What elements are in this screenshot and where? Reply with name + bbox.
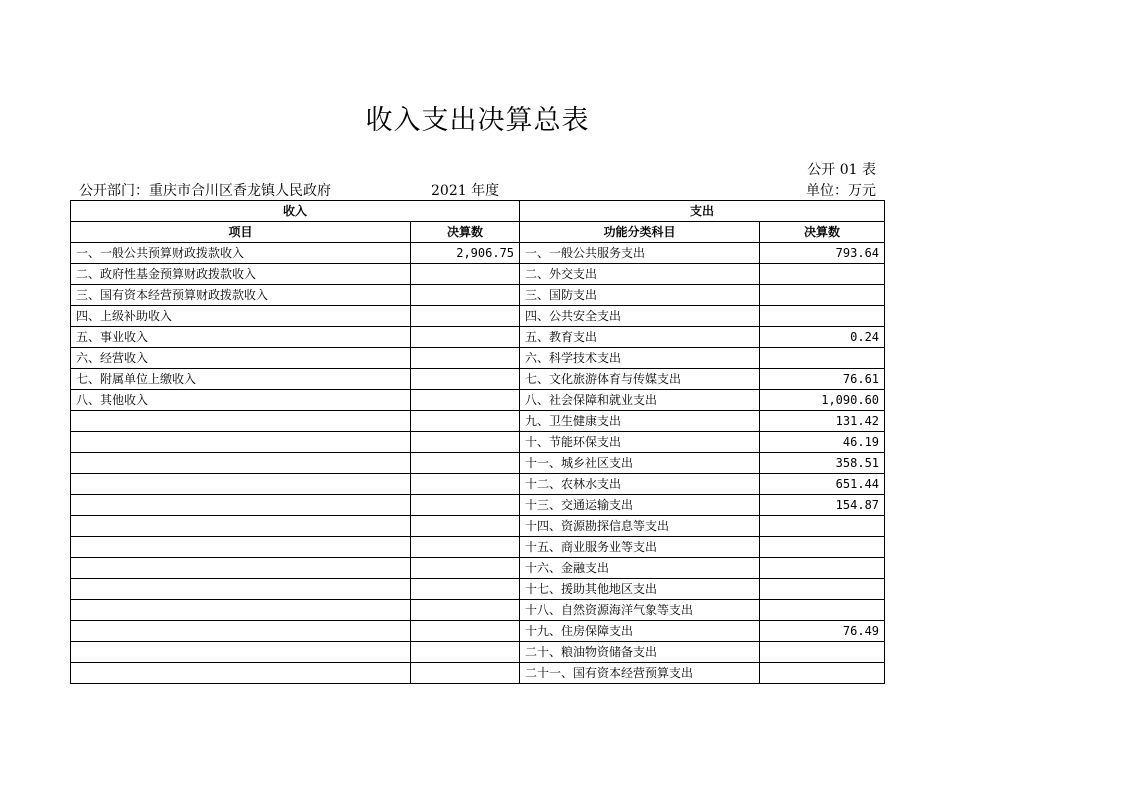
- income-item-cell: [71, 537, 411, 558]
- income-section-header: 收入: [71, 201, 520, 222]
- income-item-cell: [71, 474, 411, 495]
- expense-item-cell: 十、节能环保支出: [520, 432, 760, 453]
- income-item-cell: [71, 453, 411, 474]
- expense-amount-cell: 46.19: [760, 432, 885, 453]
- table-column-header-row: [71, 222, 885, 243]
- expense-amount-cell: [760, 663, 885, 684]
- income-amount-cell: [411, 537, 520, 558]
- income-item-cell: [71, 579, 411, 600]
- expense-item-cell: 二十、粮油物资储备支出: [520, 642, 760, 663]
- income-amount-cell: [411, 453, 520, 474]
- income-amount-cell: [411, 558, 520, 579]
- expense-amount-cell: [760, 642, 885, 663]
- table-row: [71, 600, 885, 621]
- income-item-cell: [71, 621, 411, 642]
- unit-label: 单位：万元: [806, 183, 876, 199]
- column-header-item: 项目: [71, 222, 411, 243]
- income-amount-cell: [411, 348, 520, 369]
- income-amount-cell: [411, 663, 520, 684]
- expense-amount-cell: [760, 285, 885, 306]
- income-amount-cell: [411, 369, 520, 390]
- income-item-cell: 八、其他收入: [71, 390, 411, 411]
- table-row: [71, 642, 885, 663]
- expense-amount-cell: 793.64: [760, 243, 885, 264]
- income-amount-cell: [411, 474, 520, 495]
- expense-item-cell: 十八、自然资源海洋气象等支出: [520, 600, 760, 621]
- expense-item-cell: 九、卫生健康支出: [520, 411, 760, 432]
- expense-amount-cell: 76.49: [760, 621, 885, 642]
- table-row: [71, 621, 885, 642]
- income-item-cell: 一、一般公共预算财政拨款收入: [71, 243, 411, 264]
- expense-item-cell: 十七、援助其他地区支出: [520, 579, 760, 600]
- table-row: [71, 579, 885, 600]
- form-number: 公开 01 表: [807, 162, 876, 178]
- expense-amount-cell: [760, 264, 885, 285]
- income-amount-cell: 2,906.75: [411, 243, 520, 264]
- expense-amount-cell: [760, 516, 885, 537]
- table-row: [71, 474, 885, 495]
- income-item-cell: 二、政府性基金预算财政拨款收入: [71, 264, 411, 285]
- income-amount-cell: [411, 285, 520, 306]
- expense-amount-cell: [760, 348, 885, 369]
- budget-summary-table: [70, 200, 885, 684]
- expense-item-cell: 五、教育支出: [520, 327, 760, 348]
- income-amount-cell: [411, 621, 520, 642]
- income-item-cell: 七、附属单位上缴收入: [71, 369, 411, 390]
- table-row: [71, 432, 885, 453]
- income-amount-cell: [411, 327, 520, 348]
- expense-item-cell: 一、一般公共服务支出: [520, 243, 760, 264]
- expense-amount-cell: 0.24: [760, 327, 885, 348]
- income-amount-cell: [411, 495, 520, 516]
- expense-amount-cell: [760, 579, 885, 600]
- income-amount-cell: [411, 411, 520, 432]
- expense-item-cell: 三、国防支出: [520, 285, 760, 306]
- expense-item-cell: 二、外交支出: [520, 264, 760, 285]
- expense-amount-cell: [760, 537, 885, 558]
- income-amount-cell: [411, 642, 520, 663]
- table-body: [71, 243, 885, 684]
- income-item-cell: [71, 495, 411, 516]
- expense-item-cell: 七、文化旅游体育与传媒支出: [520, 369, 760, 390]
- table-row: [71, 390, 885, 411]
- expense-amount-cell: [760, 600, 885, 621]
- expense-amount-cell: 358.51: [760, 453, 885, 474]
- expense-item-cell: 十三、交通运输支出: [520, 495, 760, 516]
- income-item-cell: [71, 432, 411, 453]
- income-item-cell: [71, 516, 411, 537]
- table-row: [71, 243, 885, 264]
- income-amount-cell: [411, 579, 520, 600]
- table-row: [71, 558, 885, 579]
- income-amount-cell: [411, 390, 520, 411]
- income-item-cell: [71, 663, 411, 684]
- table-row: [71, 264, 885, 285]
- table-row: [71, 348, 885, 369]
- column-header-income-amount: 决算数: [411, 222, 520, 243]
- expense-item-cell: 二十一、国有资本经营预算支出: [520, 663, 760, 684]
- income-amount-cell: [411, 264, 520, 285]
- expense-amount-cell: 76.61: [760, 369, 885, 390]
- income-item-cell: 五、事业收入: [71, 327, 411, 348]
- expense-item-cell: 十九、住房保障支出: [520, 621, 760, 642]
- table-section-header-row: [71, 201, 885, 222]
- column-header-expense-amount: 决算数: [760, 222, 885, 243]
- expense-item-cell: 十四、资源勘探信息等支出: [520, 516, 760, 537]
- expense-item-cell: 十六、金融支出: [520, 558, 760, 579]
- income-item-cell: 三、国有资本经营预算财政拨款收入: [71, 285, 411, 306]
- expense-amount-cell: 131.42: [760, 411, 885, 432]
- expense-item-cell: 十二、农林水支出: [520, 474, 760, 495]
- income-item-cell: 四、上级补助收入: [71, 306, 411, 327]
- income-amount-cell: [411, 432, 520, 453]
- expense-item-cell: 四、公共安全支出: [520, 306, 760, 327]
- income-item-cell: [71, 600, 411, 621]
- page-title: 收入支出决算总表: [365, 105, 590, 136]
- expense-section-header: 支出: [520, 201, 885, 222]
- expense-item-cell: 八、社会保障和就业支出: [520, 390, 760, 411]
- table-row: [71, 327, 885, 348]
- expense-item-cell: 六、科学技术支出: [520, 348, 760, 369]
- expense-item-cell: 十五、商业服务业等支出: [520, 537, 760, 558]
- table-row: [71, 495, 885, 516]
- income-item-cell: [71, 558, 411, 579]
- table-row: [71, 663, 885, 684]
- income-item-cell: 六、经营收入: [71, 348, 411, 369]
- fiscal-year: 2021 年度: [431, 183, 500, 199]
- expense-amount-cell: [760, 306, 885, 327]
- income-amount-cell: [411, 306, 520, 327]
- table-row: [71, 537, 885, 558]
- column-header-function-subject: 功能分类科目: [520, 222, 760, 243]
- expense-amount-cell: 651.44: [760, 474, 885, 495]
- expense-item-cell: 十一、城乡社区支出: [520, 453, 760, 474]
- table-row: [71, 516, 885, 537]
- income-amount-cell: [411, 516, 520, 537]
- expense-amount-cell: [760, 558, 885, 579]
- expense-amount-cell: 1,090.60: [760, 390, 885, 411]
- income-amount-cell: [411, 600, 520, 621]
- table-row: [71, 411, 885, 432]
- table-row: [71, 306, 885, 327]
- table-row: [71, 369, 885, 390]
- department-label: 公开部门：重庆市合川区香龙镇人民政府: [79, 183, 331, 199]
- table-row: [71, 453, 885, 474]
- income-item-cell: [71, 411, 411, 432]
- income-item-cell: [71, 642, 411, 663]
- expense-amount-cell: 154.87: [760, 495, 885, 516]
- table-row: [71, 285, 885, 306]
